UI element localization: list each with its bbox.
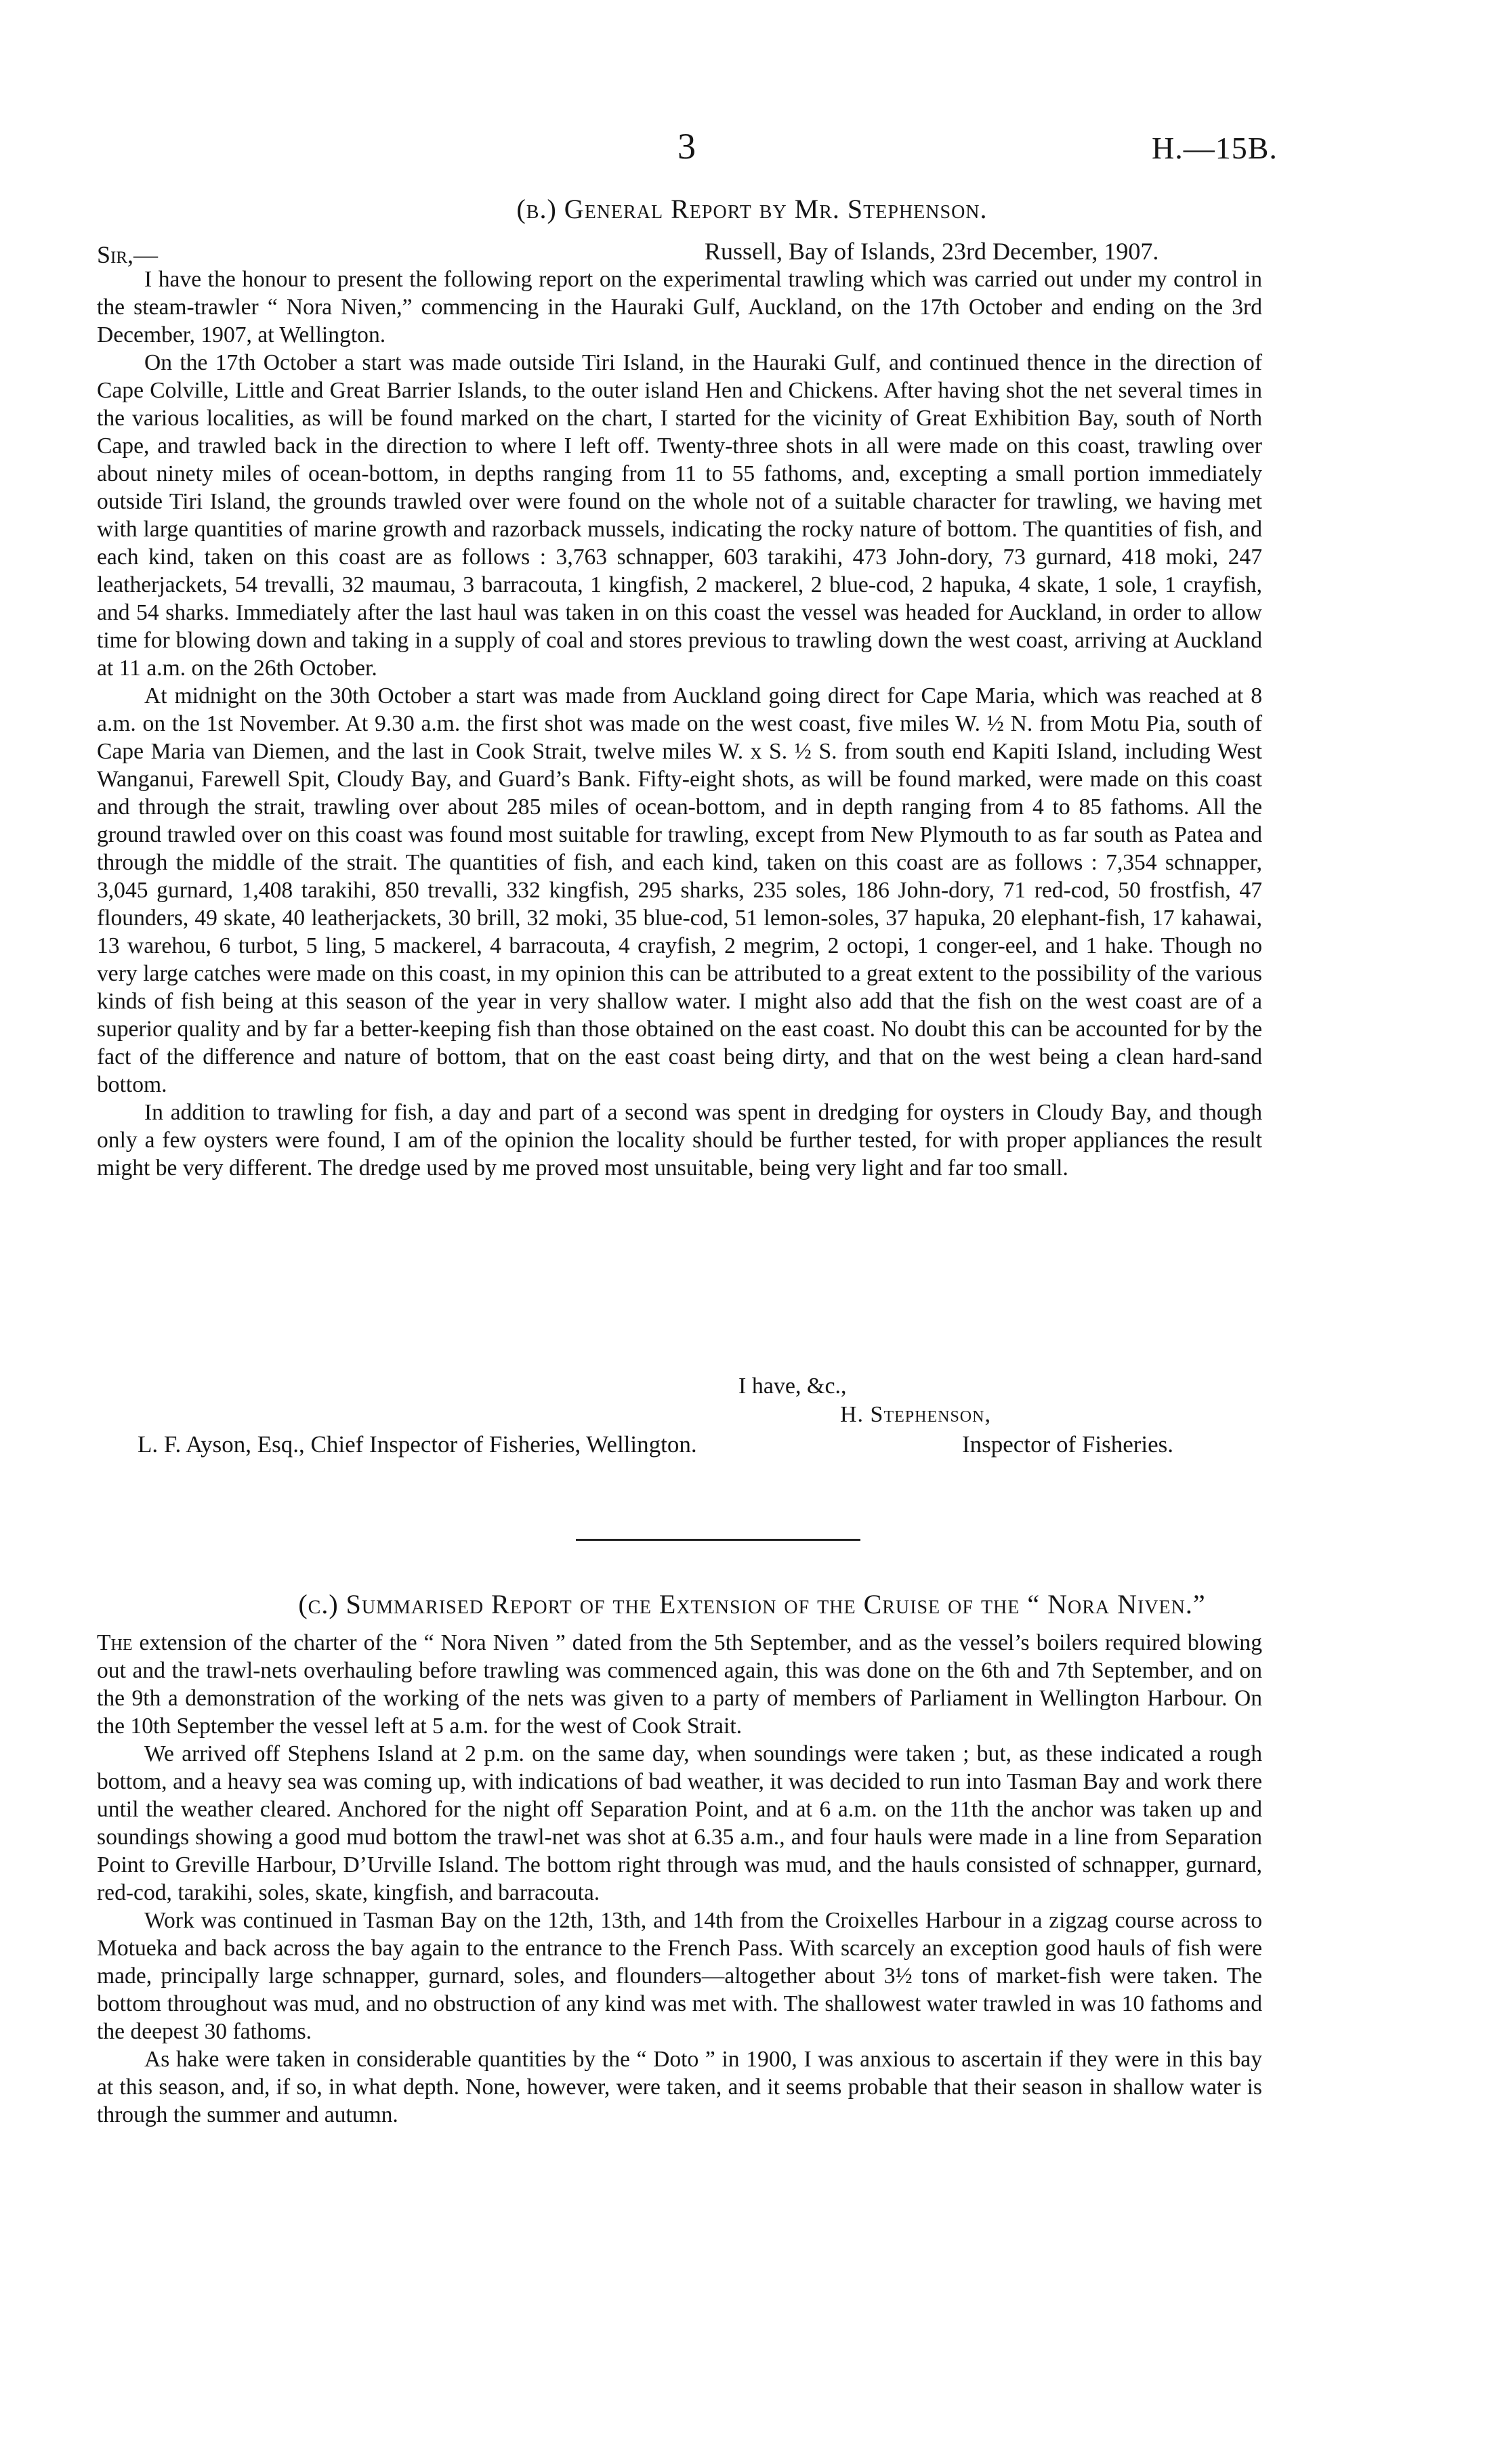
section-c-body xyxy=(97,1629,1262,2129)
section-c-paragraph-text: extension of the charter of the “ Nora Niven ” dated from the 5th September, and as the vessel’s boilers required blowing out and the trawl-nets overhauling before trawling was commenced again, this was done on the 6th and 7th September, and on the 9th a demonstration of the working of the nets was given to a party of members of Parliament in Wellington Harbour. On the 10th September the vessel left at 5 a.m. for the west of Cook Strait. xyxy=(97,1630,1262,1739)
page-number: 3 xyxy=(677,126,696,167)
section-b-paragraph: I have the honour to present the following report on the experimental trawling which was carried out under my control in the steam-trawler “ Nora Niven,” commencing in the Hauraki Gulf, Auckland, on the 17th October and ending on the 3rd December, 1907, at Wellington. xyxy=(97,267,1262,347)
section-c-heading: (c.) Summarised Report of the Extension of the Cruise of the “ Nora Niven.” xyxy=(298,1589,1206,1619)
section-c-paragraph xyxy=(97,1629,1262,1740)
addressee: L. F. Ayson, Esq., Chief Inspector of Fisheries, Wellington. xyxy=(138,1431,697,1458)
section-b-heading: (b.) General Report by Mr. Stephenson. xyxy=(516,194,988,224)
place-date: Russell, Bay of Islands, 23rd December, 1907. xyxy=(705,238,1159,265)
section-c-paragraph: Work was continued in Tasman Bay on the 12th, 13th, and 14th from the Croixelles Harbour in a zigzag course across to Motueka and back across the bay again to the entrance to the French Pass. With scarcely an exception good hauls of fish were made, principally large schnapper, gurnard, soles, and flounders—altogether about 3½ tons of market-fish were taken. The bottom throughout was mud, and no obstruction of any kind was met with. The shallowest water trawled in was 10 fathoms and the deepest 30 fathoms. xyxy=(97,1908,1262,2044)
section-b-paragraph: On the 17th October a start was made outside Tiri Island, in the Hauraki Gulf, and continued thence in the direction of Cape Colville, Little and Great Barrier Islands, to the outer island Hen and Chickens. After having shot the net several times in the various localities, as will be found marked on the chart, I started for the vicinity of Great Exhibition Bay, south of North Cape, and trawled back in the direction to where I left off. Twenty-three shots in all were made on this coast, trawling over about ninety miles of ocean-bottom, in depths ranging from 11 to 55 fathoms, and, excepting a small portion immediately outside Tiri Island, the grounds trawled over were found on the whole not of a suitable character for trawling, we having met with large quantities of marine growth and razorback mussels, indicating the rocky nature of bottom. The quantities of fish, and each kind, taken on this coast are as follows : 3,763 schnapper, 603 tarakihi, 473 John-dory, 73 gurnard, 418 moki, 247 leatherjackets, 54 trevalli, 32 maumau, 3 barracouta, 1 kingfish, 2 mackerel, 2 blue-cod, 2 hapuka, 4 skate, 1 sole, 1 crayfish, and 54 sharks. Immediately after the last haul was taken in on this coast the vessel was headed for Auckland, in order to allow time for blowing down and taking in a supply of coal and stores previous to trawling down the west coast, arriving at Auckland at 11 a.m. on the 26th October. xyxy=(97,350,1262,681)
section-b-paragraph: At midnight on the 30th October a start was made from Auckland going direct for Cape Maria, which was reached at 8 a.m. on the 1st November. At 9.30 a.m. the first shot was made on the west coast, five miles W. ½ N. from Motu Pia, south of Cape Maria van Diemen, and the last in Cook Strait, twelve miles W. x S. ½ S. from south end Kapiti Island, including West Wanganui, Farewell Spit, Cloudy Bay, and Guard’s Bank. Fifty-eight shots, as will be found marked, were made on this coast and through the strait, trawling over about 285 miles of ocean-bottom, and in depth ranging from 4 to 85 fathoms. All the ground trawled over on this coast was found most suitable for trawling, except from New Plymouth to as far south as Patea and through the middle of the strait. The quantities of fish, and each kind, taken on this coast are as follows : 7,354 schnapper, 3,045 gurnard, 1,408 tarakihi, 850 trevalli, 332 kingfish, 295 sharks, 235 soles, 186 John-dory, 71 red-cod, 50 frostfish, 47 flounders, 49 skate, 40 leatherjackets, 30 brill, 32 moki, 35 blue-cod, 51 lemon-soles, 37 hapuka, 20 elephant-fish, 17 kahawai, 13 warehou, 6 turbot, 5 ling, 5 mackerel, 4 barracouta, 4 crayfish, 2 megrim, 2 octopi, 1 conger-eel, and 1 hake. Though no very large catches were made on this coast, in my opinion this can be attributed to a great extent to the possibility of the various kinds of fish being at this season of the year in very shallow water. I might also add that the fish on the west coast are of a superior quality and by far a better-keeping fish than those obtained on the east coast. No doubt this can be accounted for by the fact of the difference and nature of bottom, that on the east coast being dirty, and that on the west being a clean hard-sand bottom. xyxy=(97,683,1262,1097)
closing: I have, &c., xyxy=(738,1374,847,1399)
signature-title: Inspector of Fisheries. xyxy=(962,1431,1174,1458)
document-reference: H.—15B. xyxy=(1152,131,1278,165)
section-c-paragraph: We arrived off Stephens Island at 2 p.m. on the same day, when soundings were taken ; but, as these indicated a rough bottom, and a heavy sea was coming up, with indications of bad weather, it was decided to run into Tasman Bay and work there until the weather cleared. Anchored for the night off Separation Point, and at 6 a.m. on the 11th the anchor was taken up and soundings showing a good mud bottom the trawl-net was shot at 6.35 a.m., and four hauls were made in a line from Separation Point to Greville Harbour, D’Urville Island. The bottom right through was mud, and the hauls consisted of schnapper, gurnard, red-cod, tarakihi, soles, skate, kingfish, and barracouta. xyxy=(97,1741,1262,1905)
signature: H. Stephenson, xyxy=(840,1402,991,1427)
section-b-paragraph: In addition to trawling for fish, a day and part of a second was spent in dredging for oysters in Cloudy Bay, and though only a few oysters were found, I am of the opinion the locality should be further tested, for with proper appliances the result might be very different. The dredge used by me proved most unsuitable, being very light and far too small. xyxy=(97,1100,1262,1181)
section-divider xyxy=(576,1539,860,1541)
section-c-paragraph: As hake were taken in considerable quantities by the “ Doto ” in 1900, I was anxious to ascertain if they were in this bay at this season, and, if so, in what depth. None, however, were taken, and it seems probable that their season in shallow water is through the summer and autumn. xyxy=(97,2047,1262,2127)
section-b-body xyxy=(97,265,1262,1182)
section-c-first-word: The xyxy=(97,1630,133,1655)
salutation: Sir,— xyxy=(97,241,159,268)
